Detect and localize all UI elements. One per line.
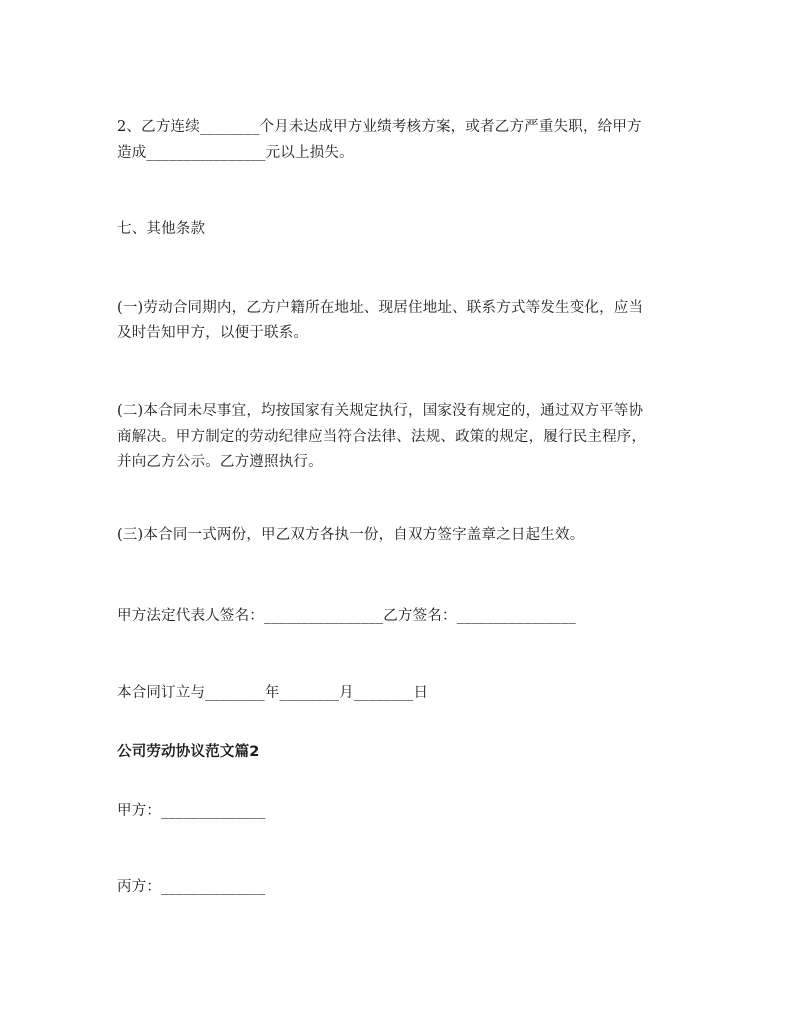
party-b-signature-label: 乙方签名： <box>383 608 457 624</box>
year-blank: ________ <box>205 685 265 701</box>
loss-amount-blank: ________________ <box>146 145 266 161</box>
party-a-blank: ______________ <box>161 803 266 819</box>
date-prefix: 本合同订立与 <box>117 685 206 701</box>
clause2-line2-start: 造成 <box>117 145 147 161</box>
party-b-signature-blank: ________________ <box>456 608 576 624</box>
item2-line2: 商解决。甲方制定的劳动纪律应当符合法律、法规、政策的规定，履行民主程序， <box>117 429 647 445</box>
clause2-text-start: 2、乙方连续 <box>117 119 200 135</box>
party-a-label: 甲方： <box>117 803 162 819</box>
item1-line1: (一)劳动合同期内，乙方户籍所在地址、现居住地址、联系方式等发生变化，应当 <box>117 300 644 316</box>
item2-line1: (二)本合同未尽事宜，均按国家有关规定执行，国家没有规定的，通过双方平等协 <box>117 403 644 419</box>
party-a-line <box>117 798 687 824</box>
day-label: 日 <box>413 685 429 701</box>
date-line <box>117 680 687 706</box>
party-c-label: 丙方： <box>117 879 162 895</box>
party-a-rep-signature-blank: ________________ <box>264 608 384 624</box>
year-label: 年 <box>264 685 280 701</box>
clause2-line1 <box>117 114 687 140</box>
item2-line3: 并向乙方公示。乙方遵照执行。 <box>117 454 323 470</box>
clause2-text-end: 个月未达成甲方业绩考核方案，或者乙方严重失职，给甲方 <box>259 119 642 135</box>
clause2-line2-end: 元以上损失。 <box>265 145 354 161</box>
month-blank: ________ <box>279 685 340 701</box>
party-c-line <box>117 874 687 900</box>
section7-title: 七、其他条款 <box>117 221 206 237</box>
clause2-line2 <box>117 140 687 166</box>
item3-line1: (三)本合同一式两份，甲乙双方各执一份，自双方签字盖章之日起生效。 <box>117 527 585 543</box>
party-c-blank: ______________ <box>161 879 266 895</box>
section2-heading: 公司劳动协议范文篇2 <box>117 744 260 760</box>
day-blank: ________ <box>353 685 414 701</box>
item1-line2: 及时告知甲方，以便于联系。 <box>117 325 309 341</box>
month-label: 月 <box>339 685 354 701</box>
months-blank: ________ <box>199 119 260 135</box>
signature-line <box>117 603 687 629</box>
party-a-rep-signature-label: 甲方法定代表人签名： <box>117 608 264 624</box>
